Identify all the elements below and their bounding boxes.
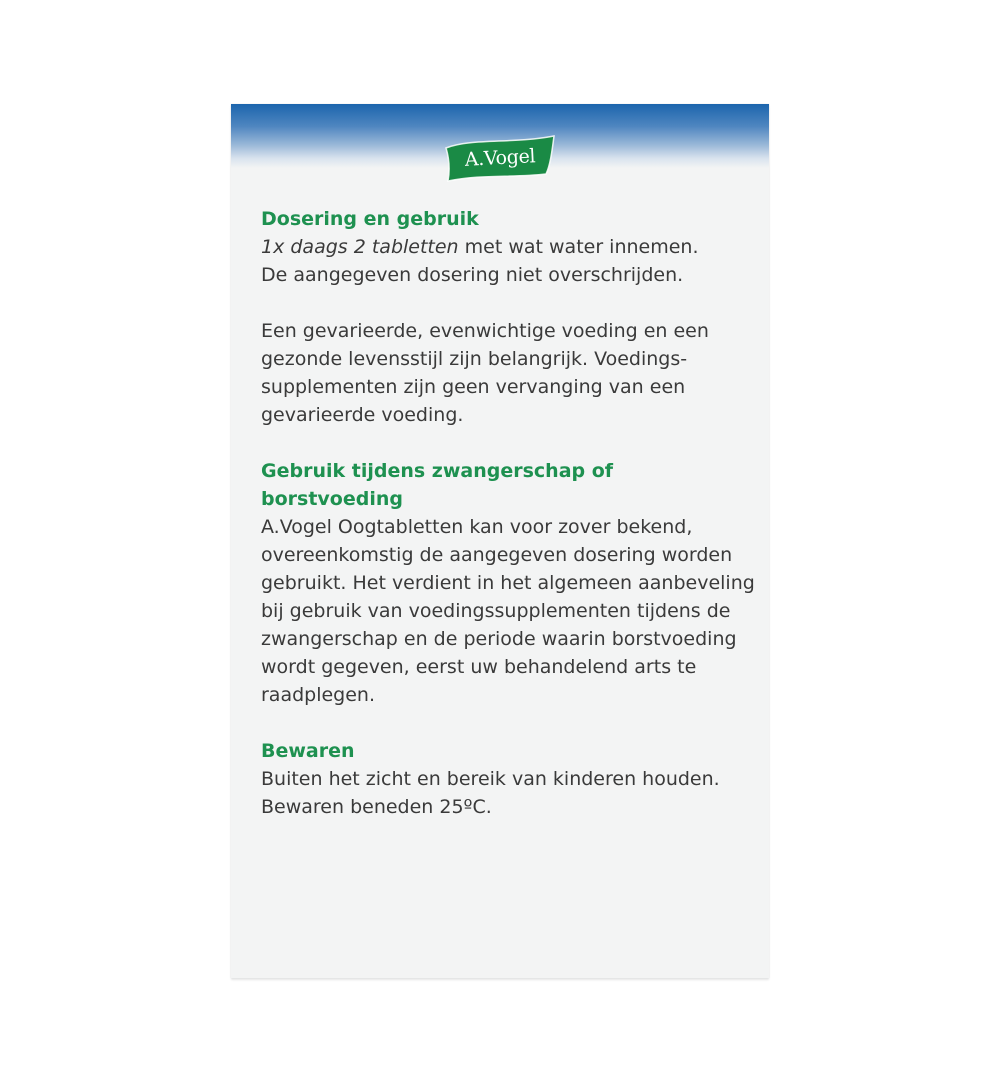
storage-section — [261, 737, 761, 821]
dosage-line-1 — [261, 233, 761, 261]
avogel-logo — [442, 134, 558, 182]
dosage-heading: Dosering en gebruik — [261, 208, 479, 230]
dosage-line-2: De aangegeven dosering niet overschrijden. — [261, 264, 684, 286]
package-back-panel — [231, 104, 769, 978]
spacer — [261, 709, 761, 737]
pregnancy-section — [261, 457, 761, 709]
pregnancy-line: bij gebruik van voedingssupplementen tijdens de — [261, 600, 731, 622]
storage-line: Bewaren beneden 25ºC. — [261, 796, 492, 818]
storage-line: Buiten het zicht en bereik van kinderen houden. — [261, 768, 720, 790]
pregnancy-line: overeenkomstig de aangegeven dosering worden — [261, 544, 733, 566]
dosage-section — [261, 205, 761, 289]
pregnancy-line: A.Vogel Oogtabletten kan voor zover bekend, — [261, 516, 693, 538]
diet-line: gevarieerde voeding. — [261, 404, 464, 426]
diet-line: supplementen zijn geen vervanging van een — [261, 376, 686, 398]
logo-text: A.Vogel — [464, 145, 536, 171]
pregnancy-line: wordt gegeven, eerst uw behandelend arts te — [261, 656, 697, 678]
leaflet-content — [261, 205, 761, 821]
spacer — [261, 429, 761, 457]
spacer — [261, 289, 761, 317]
diet-section — [261, 317, 761, 429]
pregnancy-line: zwangerschap en de periode waarin borstvoeding — [261, 628, 737, 650]
dosage-instruction: met wat water innemen. — [458, 236, 699, 258]
pregnancy-heading: Gebruik tijdens zwangerschap of borstvoeding — [261, 460, 614, 510]
pregnancy-line: gebruikt. Het verdient in het algemeen aanbeveling — [261, 572, 755, 594]
dosage-amount: 1x daags 2 tabletten — [261, 236, 459, 258]
storage-heading: Bewaren — [261, 740, 355, 762]
pregnancy-line: raadplegen. — [261, 684, 376, 706]
diet-line: gezonde levensstijl zijn belangrijk. Voedings- — [261, 348, 688, 370]
diet-line: Een gevarieerde, evenwichtige voeding en een — [261, 320, 709, 342]
